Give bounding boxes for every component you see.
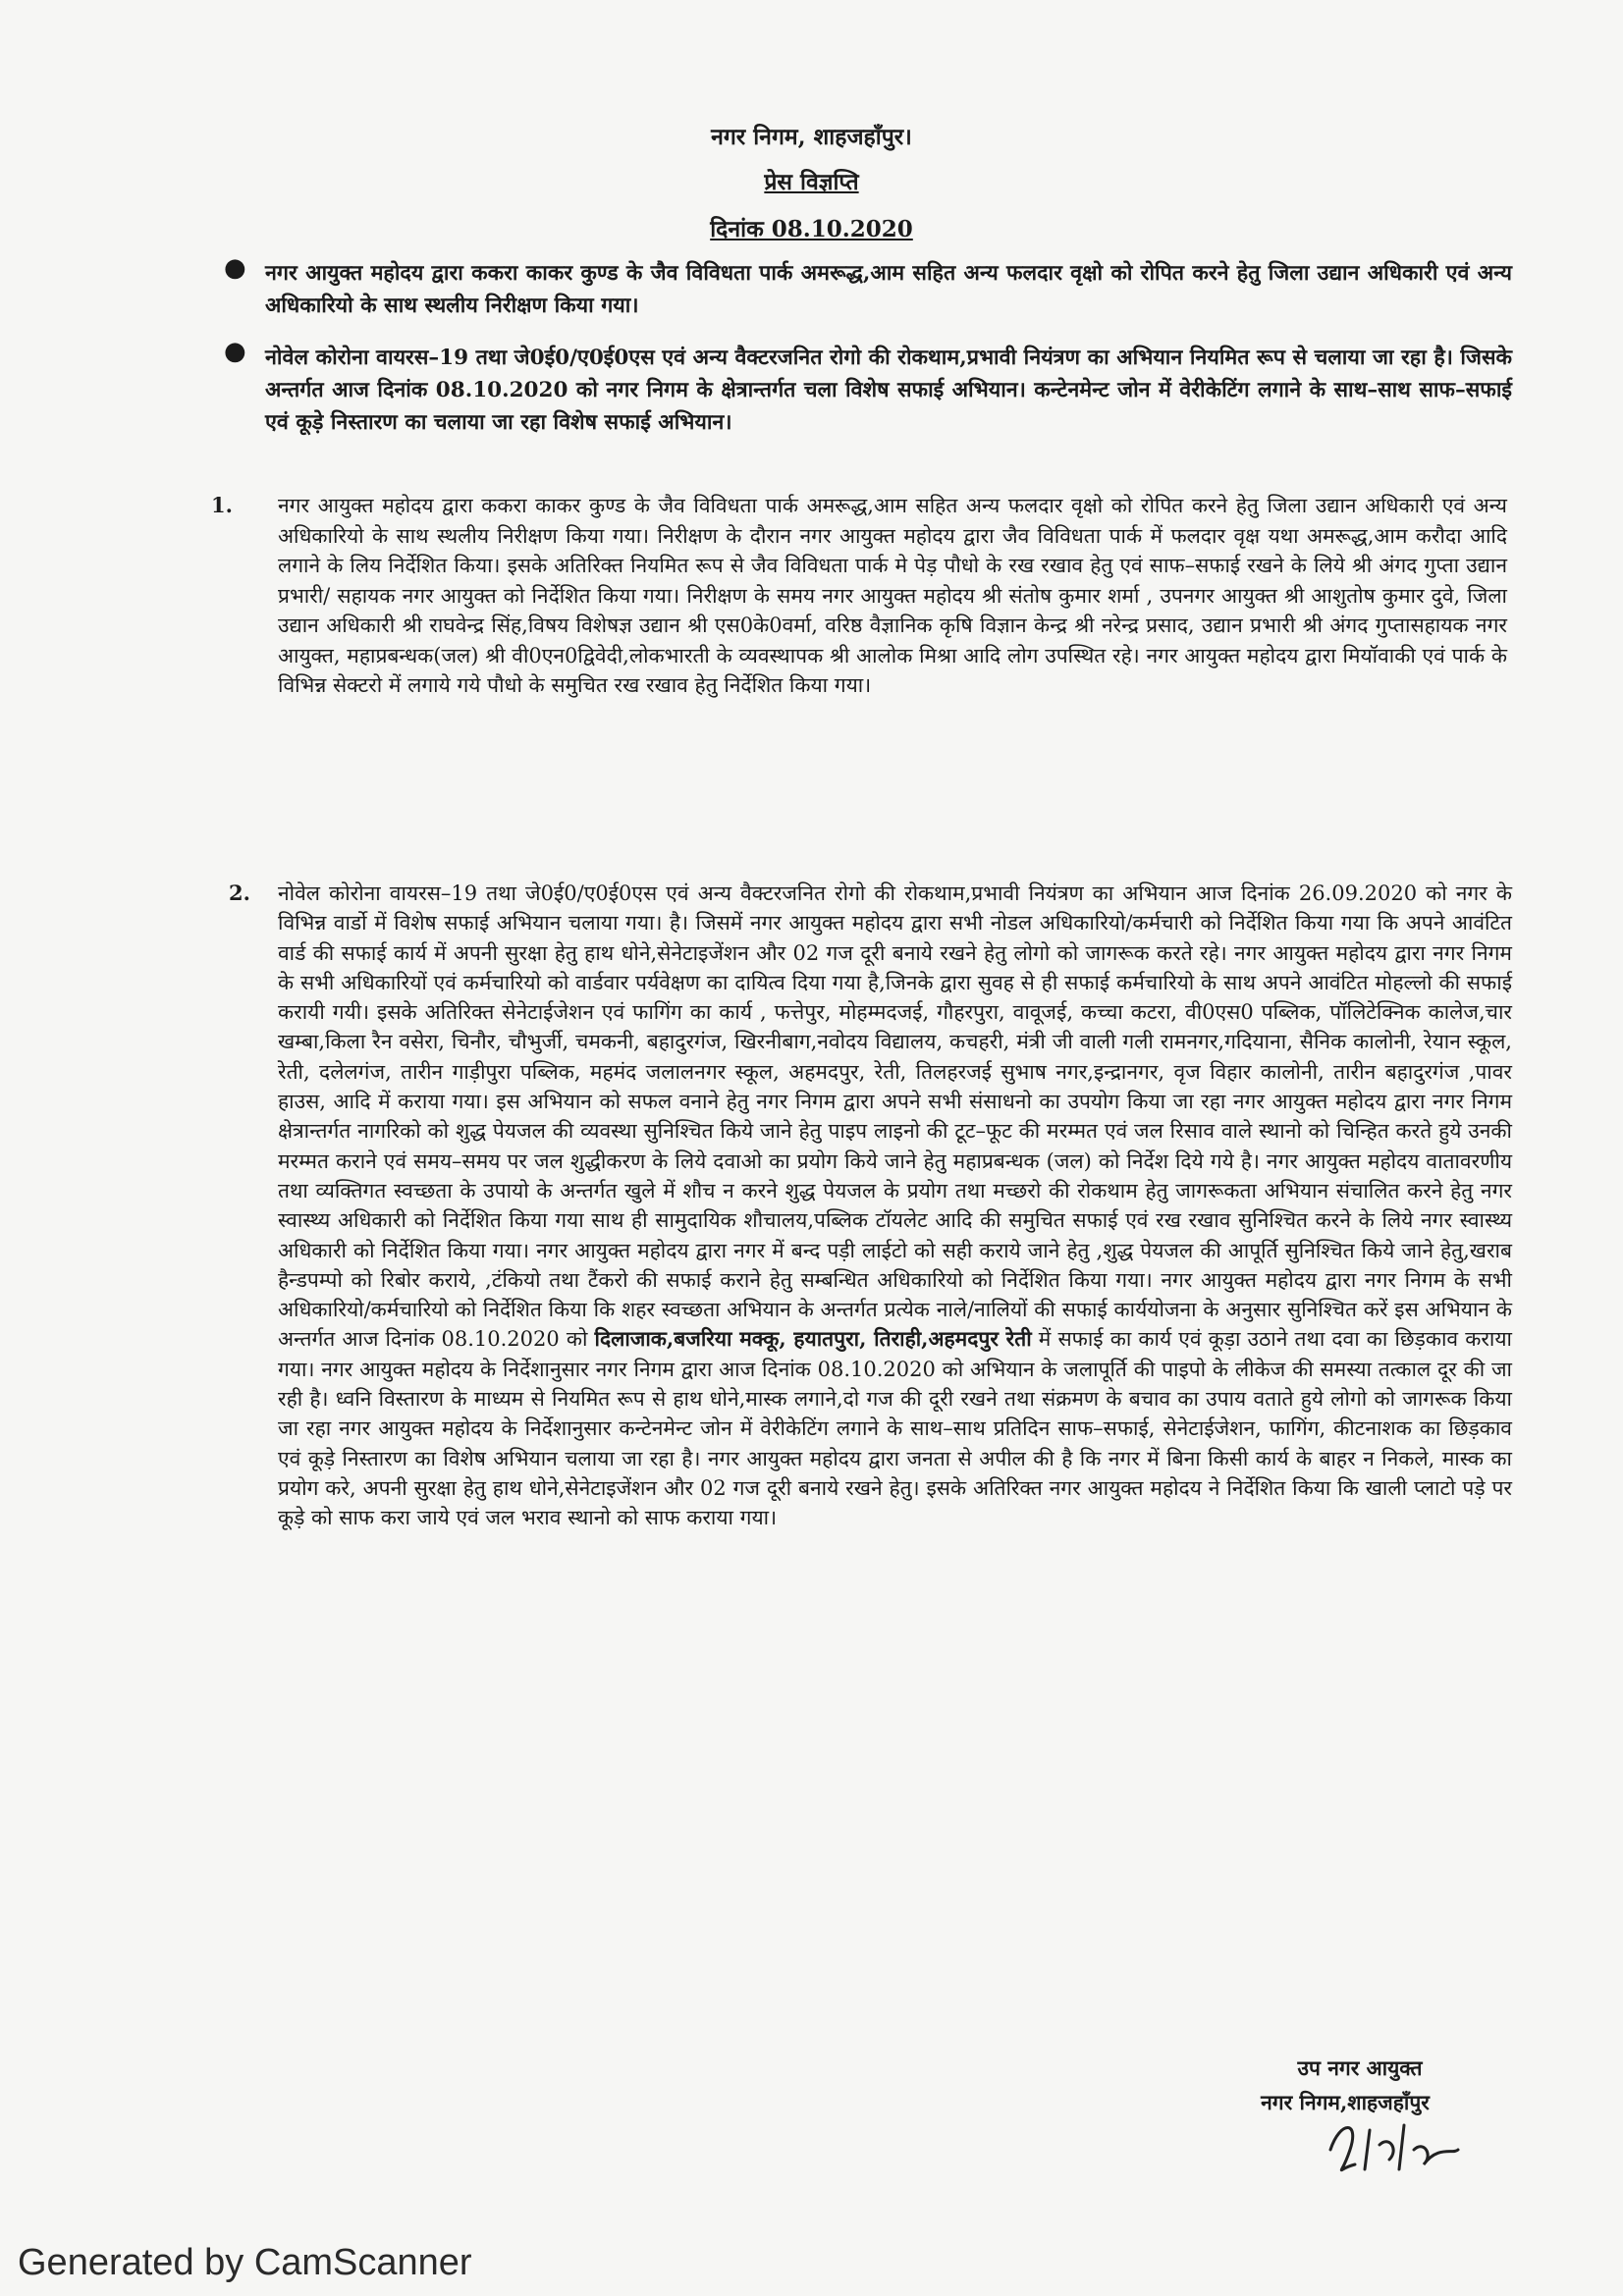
date-line: दिनांक 08.10.2020 [710, 216, 913, 242]
item-number: 2. [229, 881, 250, 905]
summary-bullet-2: नोवेल कोरोना वायरस–19 तथा जे0ई0/ए0ई0एस एवं अन्य वैक्टरजनित रोगो की रोकथाम,प्रभावी नियंत्रण का अभियान नियमित रूप से चलाया जा रहा है। जिसके अन्तर्गत आज दिनांक 08.10.2020 को नगर निगम के क्षेत्रान्तर्गत चला विशेष सफाई अभियान। कन्टेनमेन्ट जोन में वेरीकेटिंग लगाने के साथ–साथ साफ–सफाई एवं कूड़े निस्तारण का चलाया जा रहा विशेष सफाई अभियान। [265, 346, 1512, 435]
item-2-text: नोवेल कोरोना वायरस–19 तथा जे0ई0/ए0ई0एस एवं अन्य वैक्टरजनित रोगो की रोकथाम,प्रभावी नियंत्रण का अभियान आज दिनांक 26.09.2020 को नगर के विभिन्न वार्डो में विशेष सफाई अभियान चलाया गया। है। जिसमें नगर आयुक्त महोदय द्वारा सभी नोडल अधिकारियो/कर्मचारी को निर्देशित किया गया कि अपने आवंटित वार्ड की सफाई कार्य में अपनी सुरक्षा हेतु हाथ धोने,सेनेटाइजेंशन और 02 गज दूरी बनाये रखने हेतु लोगो को जागरूक करते रहे। नगर आयुक्त महोदय द्वारा नगर निगम के सभी अधिकारियों एवं कर्मचारियो को वार्डवार पर्यवेक्षण का दायित्व दिया गया है,जिनके द्वारा सुवह से ही सफाई कर्मचारियो के साथ अपने आवंटित मोहल्लो की सफाई करायी गयी। इसके अतिरिक्त सेनेटाईजेशन एवं फागिंग का कार्य , फत्तेपुर, मोहम्मदजई, गौहरपुरा, वावूजई, कच्चा कटरा, वी0एस0 पब्लिक, पॉलिटेक्निक कालेज,चार खम्बा,किला रैन वसेरा, चिनौर, चौभुर्जी, चमकनी, बहादुरगंज, खिरनीबाग,नवोदय विद्यालय, कचहरी, मंत्री जी वाली गली रामनगर,गदियाना, सैनिक कालोनी, रेयान स्कूल, रेती, दलेलगंज, तारीन गाड़ीपुरा पब्लिक, महमंद जलालनगर स्कूल, अहमदपुर, रेती, तिलहरजई सुभाष नगर,इन्द्रानगर, वृज विहार कालोनी, तारीन बहादुरगंज ,पावर हाउस, आदि में कराया गया। इस अभियान को सफल वनाने हेतु नगर निगम द्वारा अपने सभी संसाधनो का उपयोग किया जा रहा नगर आयुक्त महोदय द्वारा नगर निगम क्षेत्रान्तर्गत नागरिको को शुद्ध पेयजल की व्यवस्था सुनिश्चित किये जाने हेतु पाइप लाइनो की टूट–फूट की मरम्मत एवं जल रिसाव वाले स्थानो को चिन्हित करते हुये उनकी मरम्मत कराने एवं समय–समय पर जल शुद्धीकरण के लिये दवाओ का प्रयोग किये जाने हेतु महाप्रबन्धक (जल) को निर्देश दिये गये है। नगर आयुक्त महोदय वातावरणीय तथा व्यक्तिगत स्वच्छता के उपायो के अन्तर्गत खुले में शौच न करने शुद्ध पेयजल के प्रयोग तथा मच्छरो की रोकथाम हेतु जागरूकता अभियान संचालित करने हेतु नगर स्वास्थ्य अधिकारी को निर्देशित किया गया साथ ही सामुदायिक शौचालय,पब्लिक टॉयलेट आदि की समुचित सफाई एवं रख रखाव सुनिश्चित करने के लिये नगर स्वास्थ्य अधिकारी को निर्देशित किया गया। नगर आयुक्त महोदय द्वारा नगर में बन्द पड़ी लाईटो को सही कराये जाने हेतु ,शुद्ध पेयजल की आपूर्ति सुनिश्चित किये जाने हेतु,खराब हैन्डपम्पो को रिबोर कराये, ,टंकियो तथा टैंकरो की सफाई कराने हेतु सम्बन्धित अधिकारियो को निर्देशित किया गया। नगर आयुक्त महोदय द्वारा नगर निगम के सभी अधिकारियो/कर्मचारियो को निर्देशित किया कि शहर स्वच्छता अभियान के अन्तर्गत प्रत्येक नाले/नालियों की सफाई कार्ययोजना के अनुसार सुनिश्चित करें इस अभियान के अन्तर्गत आज दिनांक 08.10.2020 को [278, 881, 1512, 1352]
press-release-title: प्रेस विज्ञप्ति [764, 169, 859, 195]
handwritten-signature [1321, 2110, 1468, 2179]
org-heading: नगर निगम, शाहजहाँपुर। [711, 124, 912, 150]
scanner-watermark: Generated by CamScanner [18, 2242, 472, 2283]
signature-designation: उप नगर आयुक्त [1297, 2056, 1423, 2080]
item-2-text-continued: में सफाई का कार्य एवं कूड़ा उठाने तथा दवा का छिड़काव कराया गया। नगर आयुक्त महोदय के निर्देशानुसार नगर निगम द्वारा आज दिनांक 08.10.2020 को अभियान के जलापूर्ति की पाइपो के लीकेज की समस्या तत्काल दूर की जा रही है। ध्वनि विस्तारण के माध्यम से नियमित रूप से हाथ धोने,मास्क लगाने,दो गज की दूरी रखने तथा संक्रमण के बचाव का उपाय वताते हुये लोगो को जागरूक किया जा रहा नगर आयुक्त महोदय के निर्देशानुसार कन्टेनमेन्ट जोन में वेरीकेटिंग लगाने के साथ–साथ प्रतिदिन साफ–सफाई, सेनेटाईजेशन, फागिंग, कीटनाशक का छिड़काव एवं कूड़े निस्तारण का विशेष अभियान चलाया जा रहा है। नगर आयुक्त महोदय द्वारा जनता से अपील की है कि नगर में बिना किसी कार्य के बाहर न निकले, मास्क का प्रयोग करे, अपनी सुरक्षा हेतु हाथ धोने,सेनेटाइजेंशन और 02 गज दूरी बनाये रखने हेतु। इसके अतिरिक्त नगर आयुक्त महोदय ने निर्देशित किया कि खाली प्लाटो पड़े पर कूड़े को साफ करा जाये एवं जल भराव स्थानो को साफ कराया गया। [278, 1327, 1512, 1530]
item-2-paragraph [278, 879, 1512, 1533]
summary-bullet-1: नगर आयुक्त महोदय द्वारा ककरा काकर कुण्ड के जैव विविधता पार्क अमरूद्ध,आम सहित अन्य फलदार वृक्षो को रोपित करने हेतु जिला उद्यान अधिकारी एवं अन्य अधिकारियो के साथ स्थलीय निरीक्षण किया गया। [265, 261, 1512, 318]
signature-office: नगर निगम,शाहजहाँपुर [1261, 2090, 1430, 2114]
bullet-icon: ● [224, 253, 246, 283]
bullet-icon: ● [224, 337, 246, 366]
item-number: 1. [211, 493, 233, 517]
item-2-highlight: दिलाजाक,बजरिया मक्कू, हयातपुरा, तिराही,अहमदपुर रेती [594, 1326, 1032, 1352]
item-1-paragraph: नगर आयुक्त महोदय द्वारा ककरा काकर कुण्ड के जैव विविधता पार्क अमरूद्ध,आम सहित अन्य फलदार वृक्षो को रोपित करने हेतु जिला उद्यान अधिकारी एवं अन्य अधिकारियो के साथ स्थलीय निरीक्षण किया गया। निरीक्षण के दौरान नगर आयुक्त महोदय द्वारा जैव विविधता पार्क में फलदार वृक्ष यथा अमरूद्ध,आम करौदा आदि लगाने के लिय निर्देशित किया। इसके अतिरिक्त नियमित रूप से जैव विविधता पार्क मे पेड़ पौधो के रख रखाव हेतु एवं साफ–सफाई रखने के लिये श्री अंगद गुप्ता उद्यान प्रभारी/ सहायक नगर आयुक्त को निर्देशित किया गया। निरीक्षण के समय नगर आयुक्त महोदय श्री संतोष कुमार शर्मा , उपनगर आयुक्त श्री आशुतोष कुमार दुवे, जिला उद्यान अधिकारी श्री राघवेन्द्र सिंह,विषय विशेषज्ञ उद्यान श्री एस0के0वर्मा, वरिष्ठ वैज्ञानिक कृषि विज्ञान केन्द्र श्री नरेन्द्र प्रसाद, उद्यान प्रभारी श्री अंगद गुप्तासहायक नगर आयुक्त, महाप्रबन्धक(जल) श्री वी0एन0द्विवेदी,लोकभारती के व्यवस्थापक श्री आलोक मिश्रा आदि लोग उपस्थित रहे। नगर आयुक्त महोदय द्वारा मियॉवाकी एवं पार्क के विभिन्न सेक्टरो में लगाये गये पौधो के समुचित रख रखाव हेतु निर्देशित किया गया। [278, 494, 1507, 697]
